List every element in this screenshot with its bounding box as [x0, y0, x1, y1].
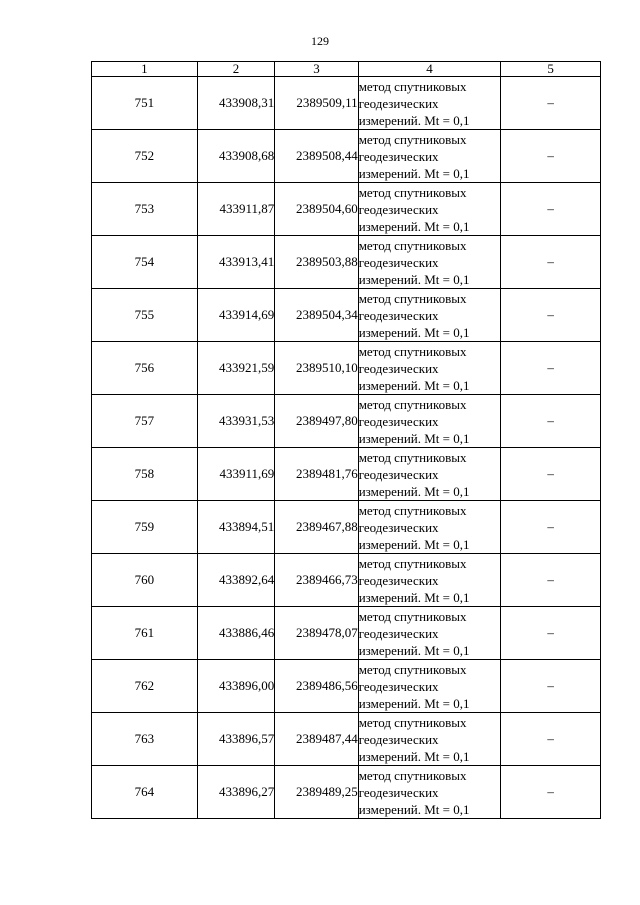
column-5-cell: –	[501, 554, 601, 607]
table-header-row	[92, 62, 601, 77]
y-coordinate-cell: 2389503,88	[275, 236, 358, 289]
column-5-cell: –	[501, 395, 601, 448]
table-row	[92, 183, 601, 236]
column-5-cell: –	[501, 77, 601, 130]
point-number-cell: 753	[92, 183, 198, 236]
y-coordinate-cell: 2389466,73	[275, 554, 358, 607]
x-coordinate-cell: 433894,51	[197, 501, 274, 554]
method-line-1: метод спутниковых	[358, 290, 467, 306]
method-cell	[358, 660, 501, 713]
method-line-3: измерений. Mt = 0,1	[358, 377, 470, 393]
method-line-3: измерений. Mt = 0,1	[358, 536, 470, 552]
table-row	[92, 289, 601, 342]
y-coordinate-cell: 2389486,56	[275, 660, 358, 713]
method-cell	[358, 713, 501, 766]
method-line-3: измерений. Mt = 0,1	[358, 695, 470, 711]
column-5-cell: –	[501, 236, 601, 289]
point-number-cell: 761	[92, 607, 198, 660]
table-row	[92, 660, 601, 713]
point-number-cell: 756	[92, 342, 198, 395]
method-line-1: метод спутниковых	[358, 396, 467, 412]
point-number-cell: 752	[92, 130, 198, 183]
method-line-2: геодезических	[358, 148, 439, 164]
method-line-3: измерений. Mt = 0,1	[358, 801, 470, 817]
x-coordinate-cell: 433914,69	[197, 289, 274, 342]
method-cell	[358, 77, 501, 130]
method-line-2: геодезических	[358, 254, 439, 270]
table-row	[92, 766, 601, 819]
point-number-cell: 762	[92, 660, 198, 713]
x-coordinate-cell: 433911,87	[197, 183, 274, 236]
method-cell	[358, 554, 501, 607]
table-row	[92, 448, 601, 501]
table-row	[92, 607, 601, 660]
method-cell	[358, 236, 501, 289]
y-coordinate-cell: 2389489,25	[275, 766, 358, 819]
column-5-cell: –	[501, 660, 601, 713]
method-cell	[358, 395, 501, 448]
table-row	[92, 395, 601, 448]
method-line-2: геодезических	[358, 519, 439, 535]
y-coordinate-cell: 2389467,88	[275, 501, 358, 554]
method-line-3: измерений. Mt = 0,1	[358, 271, 470, 287]
method-cell	[358, 183, 501, 236]
point-number-cell: 758	[92, 448, 198, 501]
y-coordinate-cell: 2389508,44	[275, 130, 358, 183]
column-5-cell: –	[501, 342, 601, 395]
method-line-1: метод спутниковых	[358, 237, 467, 253]
point-number-cell: 764	[92, 766, 198, 819]
x-coordinate-cell: 433921,59	[197, 342, 274, 395]
method-line-1: метод спутниковых	[358, 78, 467, 94]
coordinates-table	[91, 61, 601, 819]
method-cell	[358, 342, 501, 395]
y-coordinate-cell: 2389497,80	[275, 395, 358, 448]
method-line-3: измерений. Mt = 0,1	[358, 642, 470, 658]
y-coordinate-cell: 2389509,11	[275, 77, 358, 130]
method-line-3: измерений. Mt = 0,1	[358, 748, 470, 764]
method-line-2: геодезических	[358, 307, 439, 323]
method-line-3: измерений. Mt = 0,1	[358, 430, 470, 446]
page-number: 129	[311, 34, 329, 48]
method-line-2: геодезических	[358, 784, 439, 800]
method-line-2: геодезических	[358, 201, 439, 217]
x-coordinate-cell: 433892,64	[197, 554, 274, 607]
method-line-3: измерений. Mt = 0,1	[358, 483, 470, 499]
x-coordinate-cell: 433896,57	[197, 713, 274, 766]
x-coordinate-cell: 433896,00	[197, 660, 274, 713]
point-number-cell: 763	[92, 713, 198, 766]
method-line-1: метод спутниковых	[358, 449, 467, 465]
method-line-1: метод спутниковых	[358, 661, 467, 677]
method-cell	[358, 607, 501, 660]
method-line-3: измерений. Mt = 0,1	[358, 165, 470, 181]
method-line-3: измерений. Mt = 0,1	[358, 589, 470, 605]
point-number-cell: 755	[92, 289, 198, 342]
method-line-1: метод спутниковых	[358, 184, 467, 200]
method-line-1: метод спутниковых	[358, 555, 467, 571]
x-coordinate-cell: 433908,31	[197, 77, 274, 130]
y-coordinate-cell: 2389504,60	[275, 183, 358, 236]
column-5-cell: –	[501, 766, 601, 819]
column-header-1: 1	[92, 62, 198, 77]
method-line-1: метод спутниковых	[358, 131, 467, 147]
column-header-3: 3	[275, 62, 358, 77]
x-coordinate-cell: 433886,46	[197, 607, 274, 660]
method-line-2: геодезических	[358, 413, 439, 429]
method-line-1: метод спутниковых	[358, 714, 467, 730]
column-5-cell: –	[501, 130, 601, 183]
table-row	[92, 130, 601, 183]
method-cell	[358, 766, 501, 819]
method-cell	[358, 448, 501, 501]
x-coordinate-cell: 433908,68	[197, 130, 274, 183]
method-line-2: геодезических	[358, 678, 439, 694]
method-cell	[358, 130, 501, 183]
table-row	[92, 77, 601, 130]
x-coordinate-cell: 433913,41	[197, 236, 274, 289]
table-row	[92, 236, 601, 289]
column-5-cell: –	[501, 501, 601, 554]
column-5-cell: –	[501, 713, 601, 766]
point-number-cell: 751	[92, 77, 198, 130]
method-line-2: геодезических	[358, 625, 439, 641]
column-header-2: 2	[197, 62, 274, 77]
method-line-2: геодезических	[358, 95, 439, 111]
table-row	[92, 342, 601, 395]
point-number-cell: 757	[92, 395, 198, 448]
method-line-2: геодезических	[358, 572, 439, 588]
x-coordinate-cell: 433931,53	[197, 395, 274, 448]
method-line-3: измерений. Mt = 0,1	[358, 112, 470, 128]
method-line-1: метод спутниковых	[358, 502, 467, 518]
method-cell	[358, 501, 501, 554]
point-number-cell: 759	[92, 501, 198, 554]
column-5-cell: –	[501, 607, 601, 660]
column-5-cell: –	[501, 448, 601, 501]
y-coordinate-cell: 2389504,34	[275, 289, 358, 342]
y-coordinate-cell: 2389487,44	[275, 713, 358, 766]
column-header-4: 4	[358, 62, 501, 77]
column-header-5: 5	[501, 62, 601, 77]
table-row	[92, 554, 601, 607]
point-number-cell: 754	[92, 236, 198, 289]
y-coordinate-cell: 2389481,76	[275, 448, 358, 501]
x-coordinate-cell: 433911,69	[197, 448, 274, 501]
x-coordinate-cell: 433896,27	[197, 766, 274, 819]
column-5-cell: –	[501, 289, 601, 342]
method-line-3: измерений. Mt = 0,1	[358, 324, 470, 340]
y-coordinate-cell: 2389510,10	[275, 342, 358, 395]
method-line-1: метод спутниковых	[358, 608, 467, 624]
column-5-cell: –	[501, 183, 601, 236]
point-number-cell: 760	[92, 554, 198, 607]
y-coordinate-cell: 2389478,07	[275, 607, 358, 660]
table-row	[92, 501, 601, 554]
method-line-1: метод спутниковых	[358, 343, 467, 359]
method-cell	[358, 289, 501, 342]
table-row	[92, 713, 601, 766]
method-line-2: геодезических	[358, 466, 439, 482]
method-line-2: геодезических	[358, 360, 439, 376]
method-line-1: метод спутниковых	[358, 767, 467, 783]
method-line-2: геодезических	[358, 731, 439, 747]
method-line-3: измерений. Mt = 0,1	[358, 218, 470, 234]
